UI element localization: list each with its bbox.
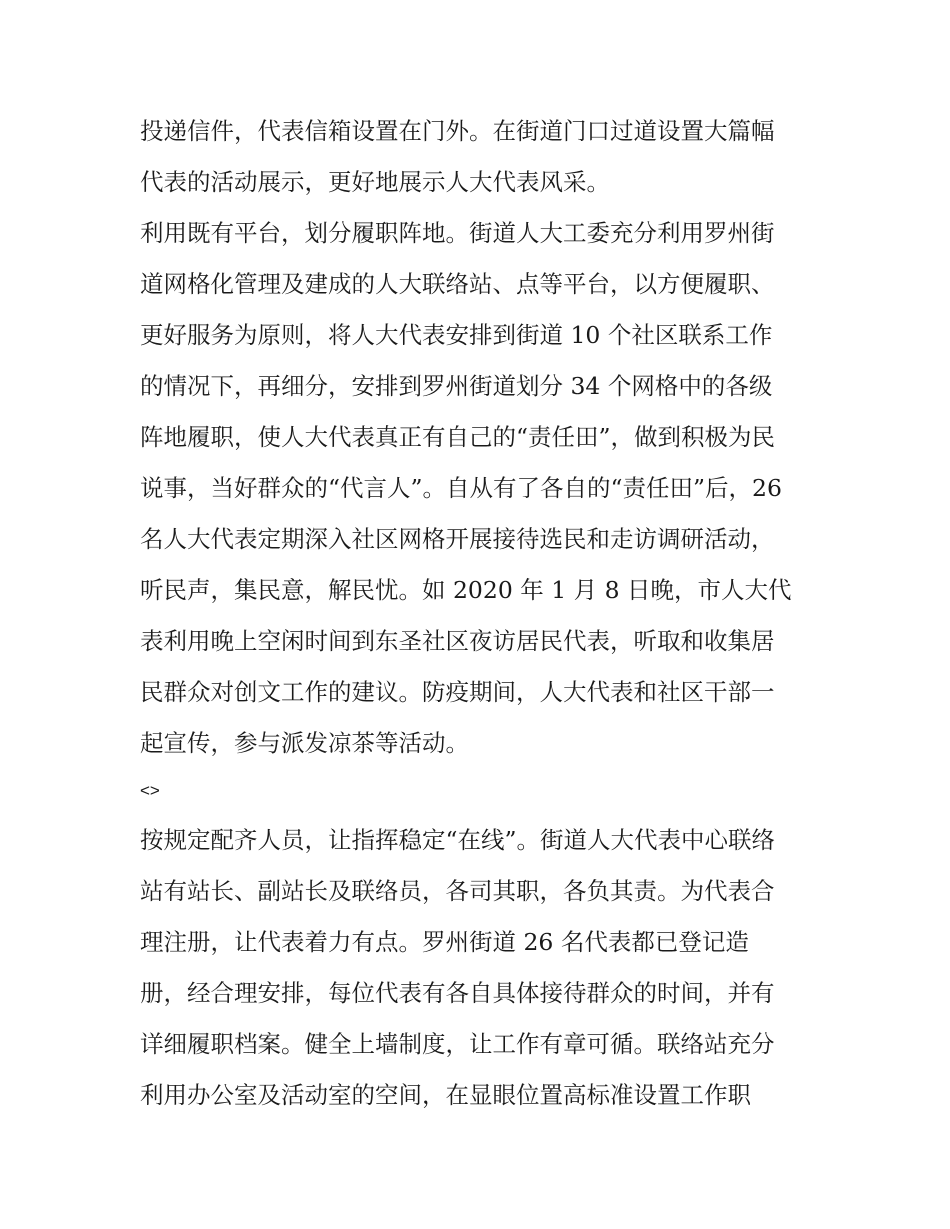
text-line: 听民声，集民意，解民忧。如 2020 年 1 月 8 日晚，市人大代 [140, 576, 792, 604]
body-text [140, 106, 820, 1121]
section-separator: <> [140, 781, 160, 800]
text-line: 详细履职档案。健全上墙制度，让工作有章可循。联络站充分 [140, 1030, 775, 1058]
text-line: 的情况下，再细分，安排到罗州街道划分 34 个网格中的各级 [140, 372, 773, 400]
text-line: 理注册，让代表着力有点。罗州街道 26 名代表都已登记造 [140, 928, 749, 956]
text-line: 利用办公室及活动室的空间，在显眼位置高标准设置工作职 [140, 1081, 751, 1109]
text-line: 站有站长、副站长及联络员，各司其职，各负其责。为代表合 [140, 877, 775, 905]
text-line: 道网格化管理及建成的人大联络站、点等平台，以方便履职、 [140, 270, 775, 298]
text-line: 代表的活动展示，更好地展示人大代表风采。 [140, 168, 610, 196]
text-line: 阵地履职，使人大代表真正有自己的“责任田”，做到积极为民 [140, 423, 776, 451]
text-line: 说事，当好群众的“代言人”。自从有了各自的“责任田”后，26 [140, 474, 782, 502]
text-line: 更好服务为原则，将人大代表安排到街道 10 个社区联系工作 [140, 321, 773, 349]
text-line: 利用既有平台，划分履职阵地。街道人大工委充分利用罗州街 [140, 219, 775, 247]
text-line: 册，经合理安排，每位代表有各自具体接待群众的时间，并有 [140, 979, 775, 1007]
text-line: 按规定配齐人员，让指挥稳定“在线”。街道人大代表中心联络 [140, 826, 776, 854]
text-line: 投递信件，代表信箱设置在门外。在街道门口过道设置大篇幅 [140, 117, 775, 145]
text-line: 民群众对创文工作的建议。防疫期间，人大代表和社区干部一 [140, 678, 775, 706]
text-line: 名人大代表定期深入社区网格开展接待选民和走访调研活动， [140, 525, 775, 553]
text-line: 表利用晚上空闲时间到东圣社区夜访居民代表，听取和收集居 [140, 627, 775, 655]
text-line: 起宣传，参与派发凉茶等活动。 [140, 729, 469, 757]
